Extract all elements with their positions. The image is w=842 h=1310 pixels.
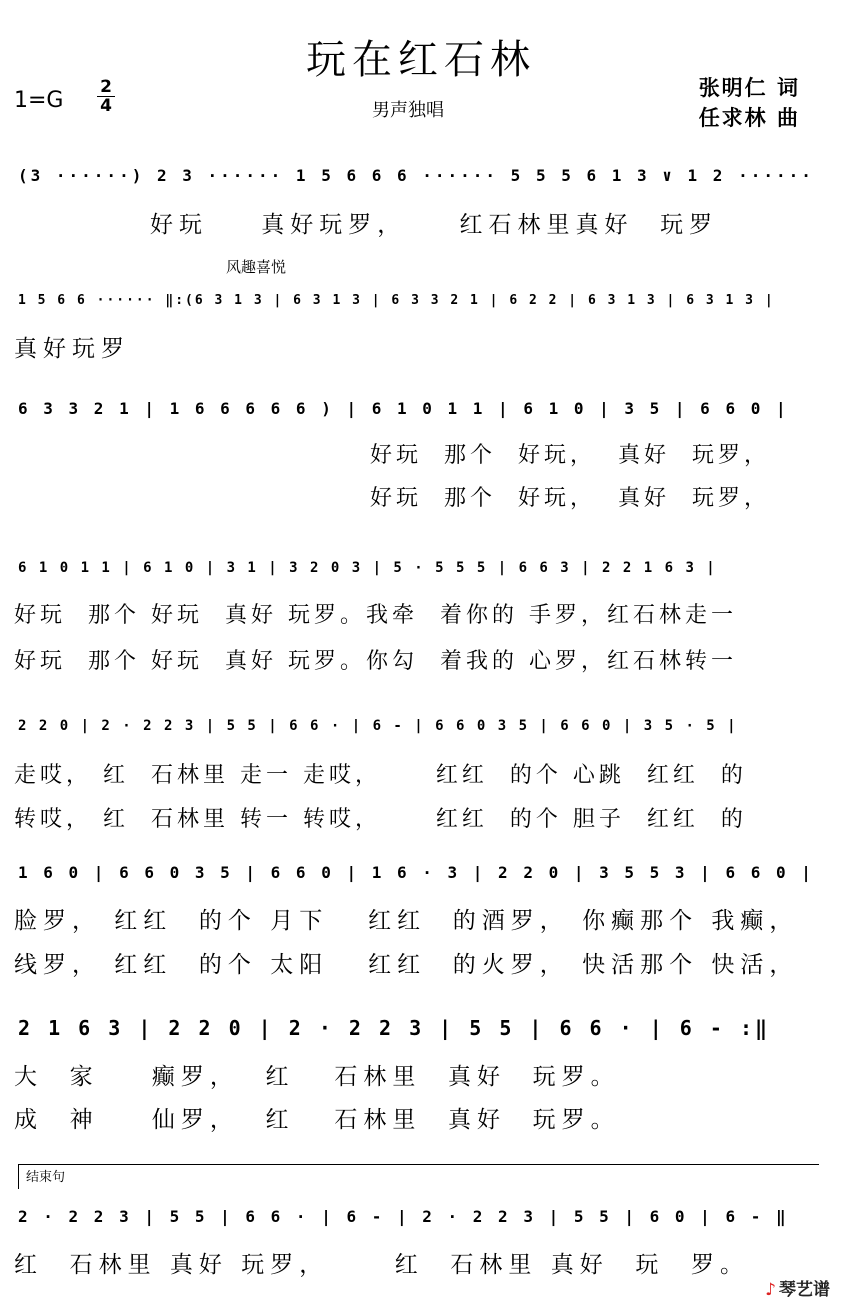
notation-system-1 [18, 155, 818, 195]
notes: (3 ······) 2 3 ······ 1 5 6 6 6 ······ 5 5 5 6 1 3 ∨ 1 2 ······ [18, 165, 814, 185]
time-top: 2 [100, 77, 112, 97]
notes: 6 3 3 2 1 | 1 6 6 6 6 6 ) | 6 1 0 1 1 | 6 1 0 | 3 5 | 6 6 0 | [18, 398, 789, 418]
lyrics-line-4b: 好玩 那个 好玩 真好 玩罗。你勾 着我的 心罗，红石林转一 [14, 649, 737, 674]
lyrics-line-5b: 转哎， 红 石林里 转一 转哎， 红红 的个 胆子 红红 的 [14, 807, 747, 832]
performance-type: 男声独唱 [372, 100, 444, 121]
lyrics-line-7b: 成 神 仙罗， 红 石林里 真好 玩罗。 [14, 1107, 620, 1133]
lyrics-line-7a: 大 家 癫罗， 红 石林里 真好 玩罗。 [14, 1064, 620, 1090]
notes: 2 2 0 | 2 · 2 2 3 | 5 5 | 6 6 · | 6 - | 6 6 0 3 5 | 6 6 0 | 3 5 · 5 | [18, 718, 738, 734]
lyricist-credit: 张明仁 词 [698, 76, 800, 100]
lyrics-line-3b: 好玩 那个 好玩， 真好 玩罗， [370, 486, 770, 511]
lyrics-line-3a: 好玩 那个 好玩， 真好 玩罗， [370, 443, 770, 468]
lyrics-line-8: 红 石林里 真好 玩罗， 红 石林里 真好 玩 罗。 [14, 1252, 749, 1278]
notation-system-2 [18, 280, 818, 320]
ending-bracket [18, 1164, 819, 1189]
composer-credit: 任求林 曲 [698, 106, 800, 130]
lyrics-line-4a: 好玩 那个 好玩 真好 玩罗。我牵 着你的 手罗，红石林走一 [14, 603, 737, 628]
notation-system-8 [18, 1196, 818, 1236]
notes: 2 1 6 3 | 2 2 0 | 2 · 2 2 3 | 5 5 | 6 6 · | 6 - :‖ [18, 1016, 771, 1040]
notation-system-7 [18, 1008, 818, 1048]
lyrics-line-2: 真好玩罗 [14, 336, 130, 362]
notation-system-3 [18, 388, 818, 428]
key-signature: 1=G [14, 88, 64, 113]
song-title: 玩在红石林 [306, 37, 536, 83]
lyrics-line-1: 好玩 真好玩罗， 红石林里真好 玩罗 [150, 212, 719, 238]
notes: 2 · 2 2 3 | 5 5 | 6 6 · | 6 - | 2 · 2 2 3 | 5 5 | 6 0 | 6 - ‖ [18, 1206, 789, 1226]
lyrics-line-5a: 走哎， 红 石林里 走一 走哎， 红红 的个 心跳 红红 的 [14, 763, 747, 788]
notation-system-4 [18, 548, 818, 588]
lyrics-line-6a: 脸罗， 红红 的个 月下 红红 的酒罗， 你癫那个 我癫， [14, 908, 799, 934]
notes: 6 1 0 1 1 | 6 1 0 | 3 1 | 3 2 0 3 | 5 · 5 5 5 | 6 6 3 | 2 2 1 6 3 | [18, 560, 717, 576]
notes: 1 5 6 6 ······ ‖:(6 3 1 3 | 6 3 1 3 | 6 3 3 2 1 | 6 2 2 | 6 3 1 3 | 6 3 1 3 | [18, 292, 775, 308]
notation-system-6 [18, 852, 818, 892]
notes: 1 6 0 | 6 6 0 3 5 | 6 6 0 | 1 6 · 3 | 2 2 0 | 3 5 5 3 | 6 6 0 | [18, 862, 814, 882]
notation-system-5 [18, 706, 818, 746]
time-signature [97, 78, 115, 115]
watermark-text: 琴艺谱 [779, 1280, 830, 1300]
time-bottom: 4 [97, 96, 115, 115]
piano-logo-icon: ♪ [765, 1280, 776, 1300]
watermark [765, 1275, 830, 1300]
lyrics-line-6b: 线罗， 红红 的个 太阳 红红 的火罗， 快活那个 快活， [14, 952, 799, 978]
ending-label: 结束句 [26, 1170, 66, 1185]
expression-mark: 风趣喜悦 [226, 258, 287, 276]
